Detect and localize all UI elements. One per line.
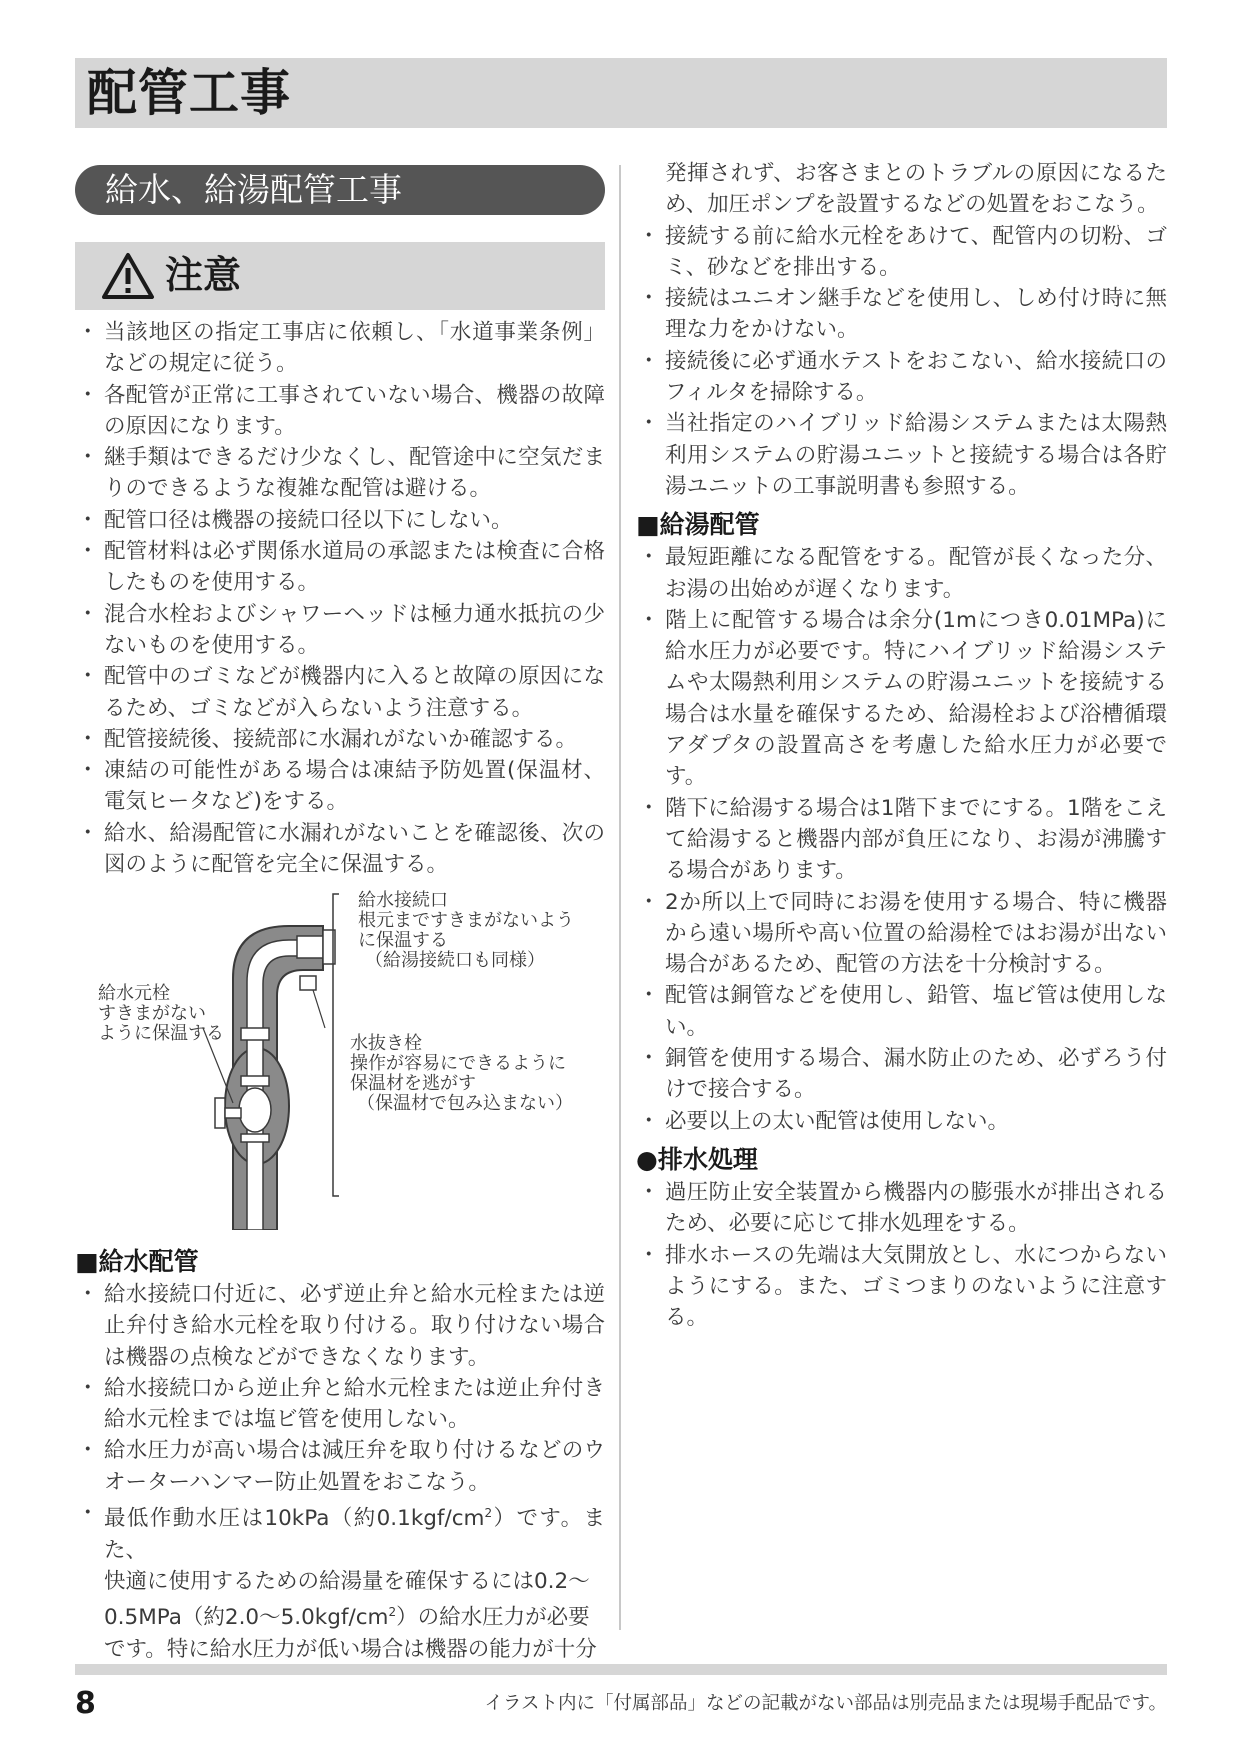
supply-section [75, 1245, 605, 1665]
inlet-label-line1: 根元まですきまがないよう [358, 910, 574, 931]
list-item: ・ 銅管を使用する場合、漏水防止のため、必ずろう付けで接合する。 [636, 1043, 1167, 1106]
list-item: ・ 配管口径は機器の接続口径以下にしない。 [75, 505, 605, 536]
list-item: ・ 当社指定のハイブリッド給湯システムまたは太陽熱利用システムの貯湯ユニットと接続する場合は各貯湯ユニットの工事説明書も参照する。 [636, 408, 1167, 502]
square-bullet-icon: ■ [75, 1247, 99, 1276]
footer-note: イラスト内に「付属部品」などの記載がない部品は別売品または現場手配品です。 [484, 1693, 1167, 1714]
pipe-insulation-diagram [75, 878, 605, 1230]
valve-label-line2: すきまがない [98, 1003, 206, 1024]
list-item: ・ 配管中のゴミなどが機器内に入ると故障の原因になるため、ゴミなどが入らないよう注意する。 [75, 661, 605, 724]
drain-list [636, 1177, 1167, 1333]
pressure-text-4: です。特に給水圧力が低い場合は機器の能力が十分 [104, 1636, 597, 1662]
list-item: ・ 階下に給湯する場合は1階下までにする。1階をこえて給湯すると機器内部が負圧になり、お湯が沸騰する場合があります。 [636, 793, 1167, 887]
caution-list-block [75, 317, 605, 880]
drain-heading-text: 排水処理 [657, 1144, 758, 1174]
supply-list [75, 1279, 605, 1665]
section-title-pill [75, 165, 605, 215]
list-item: ・ 当該地区の指定工事店に依頼し、「水道事業条例」などの規定に従う。 [75, 317, 605, 380]
drain-label-line1: 操作が容易にできるように [350, 1053, 566, 1074]
square-bullet-icon: ■ [636, 510, 660, 540]
pressure-text-2: 快適に使用するための給湯量を確保するには0.2～ [104, 1568, 590, 1594]
page-title-bar [75, 58, 1167, 128]
supply-continuation: 発揮されず、お客さまとのトラブルの原因になるため、加圧ポンプを設置するなどの処置をおこなう。 [665, 161, 1167, 218]
list-item: ・ 給水、給湯配管に水漏れがないことを確認後、次の図のように配管を完全に保温する。 [75, 818, 605, 881]
list-item: ・ 給水接続口付近に、必ず逆止弁と給水元栓または逆止弁付き給水元栓を取り付ける。取り付けない場合は機器の点検などができなくなります。 [75, 1279, 605, 1373]
drain-heading [636, 1143, 1167, 1177]
section-title: 給水、給湯配管工事 [105, 170, 402, 209]
list-item: ・ 混合水栓およびシャワーヘッドは極力通水抵抗の少ないものを使用する。 [75, 599, 605, 662]
hot-heading-text: 給湯配管 [659, 510, 760, 540]
list-item: ・ 凍結の可能性がある場合は凍結予防処置(保温材、電気ヒータなど)をする。 [75, 755, 605, 818]
list-item: ・ 最短距離になる配管をする。配管が長くなった分、お湯の出始めが遅くなります。 [636, 542, 1167, 605]
pressure-text-3b: ）の給水圧力が必要 [396, 1605, 590, 1631]
hot-list [636, 542, 1167, 1137]
column-divider [619, 165, 621, 1630]
drain-label-title: 水抜き栓 [350, 1033, 422, 1054]
list-item: ・ 配管材料は必ず関係水道局の承認または検査に合格したものを使用する。 [75, 536, 605, 599]
list-item: ・ 各配管が正常に工事されていない場合、機器の故障の原因になります。 [75, 380, 605, 443]
valve-label-line3: ように保温する [98, 1023, 224, 1044]
list-item: ・ 給水接続口から逆止弁と給水元栓または逆止弁付き給水元栓までは塩ビ管を使用しない。 [75, 1373, 605, 1436]
list-item: ・ 排水ホースの先端は大気開放とし、水につからないようにする。また、ゴミつまりのないように注意する。 [636, 1240, 1167, 1334]
caution-header [75, 242, 605, 310]
hot-heading [636, 508, 1167, 542]
valve-label-line1: 給水元栓 [98, 983, 170, 1004]
list-item: ・ 継手類はできるだけ少なくし、配管途中に空気だまりのできるような複雑な配管は避ける。 [75, 442, 605, 505]
list-item: ・ 接続後に必ず通水テストをおこない、給水接続口のフィルタを掃除する。 [636, 346, 1167, 409]
page-title: 配管工事 [87, 64, 291, 122]
right-column [636, 158, 1167, 1333]
list-item [75, 1498, 605, 1665]
list-item: ・ 過圧防止安全装置から機器内の膨張水が排出されるため、必要に応じて排水処理をする。 [636, 1177, 1167, 1240]
page-number: 8 [75, 1686, 96, 1721]
warning-icon [101, 252, 155, 300]
list-item: ・ 接続はユニオン継手などを使用し、しめ付け時に無理な力をかけない。 [636, 283, 1167, 346]
supply-heading-text: 給水配管 [98, 1247, 199, 1276]
list-item: ・ 給水圧力が高い場合は減圧弁を取り付けるなどのウオーターハンマー防止処置をおこなう。 [75, 1435, 605, 1498]
supply-heading [75, 1245, 605, 1279]
inlet-label-line2: に保温する [358, 930, 448, 951]
list-item: ・ 配管は銅管などを使用し、鉛管、塩ビ管は使用しない。 [636, 980, 1167, 1043]
list-item: ・ 配管接続後、接続部に水漏れがないか確認する。 [75, 724, 605, 755]
supply-list-continued [636, 221, 1167, 503]
pressure-text-3: 0.5MPa（約2.0～5.0kgf/cm [104, 1605, 389, 1631]
list-item: ・ 必要以上の太い配管は使用しない。 [636, 1106, 1167, 1137]
inlet-label-line3: （給湯接続口も同様） [365, 950, 545, 971]
drain-label-line2: 保温材を逃がす [350, 1073, 476, 1094]
caution-list [75, 317, 605, 880]
pressure-text-1b: ）です。また、 [104, 1506, 605, 1563]
drain-label-line3: （保温材で包み込まない） [357, 1093, 573, 1114]
caution-label: 注意 [165, 253, 242, 297]
superscript: 2 [484, 1506, 493, 1521]
footer-bar [75, 1664, 1167, 1675]
superscript: 2 [388, 1605, 397, 1620]
inlet-label-title: 給水接続口 [358, 890, 448, 911]
circle-bullet-icon: ● [636, 1144, 658, 1174]
list-item: ・ 接続する前に給水元栓をあけて、配管内の切粉、ゴミ、砂などを排出する。 [636, 221, 1167, 284]
list-item: ・ 2か所以上で同時にお湯を使用する場合、特に機器から遠い場所や高い位置の給湯栓ではお湯が出ない場合があるため、配管の方法を十分検討する。 [636, 887, 1167, 981]
pressure-text-1: 最低作動水圧は10kPa（約0.1kgf/cm [104, 1506, 485, 1532]
list-item: ・ 階上に配管する場合は余分(1mにつき0.01MPa)に給水圧力が必要です。特にハイブリッド給湯システムや太陽熱利用システムの貯湯ユニットを接続する場合は水量を確保するため、給湯栓および浴槽循環アダプタの設置高さを考慮した給水圧力が必要です。 [636, 605, 1167, 793]
